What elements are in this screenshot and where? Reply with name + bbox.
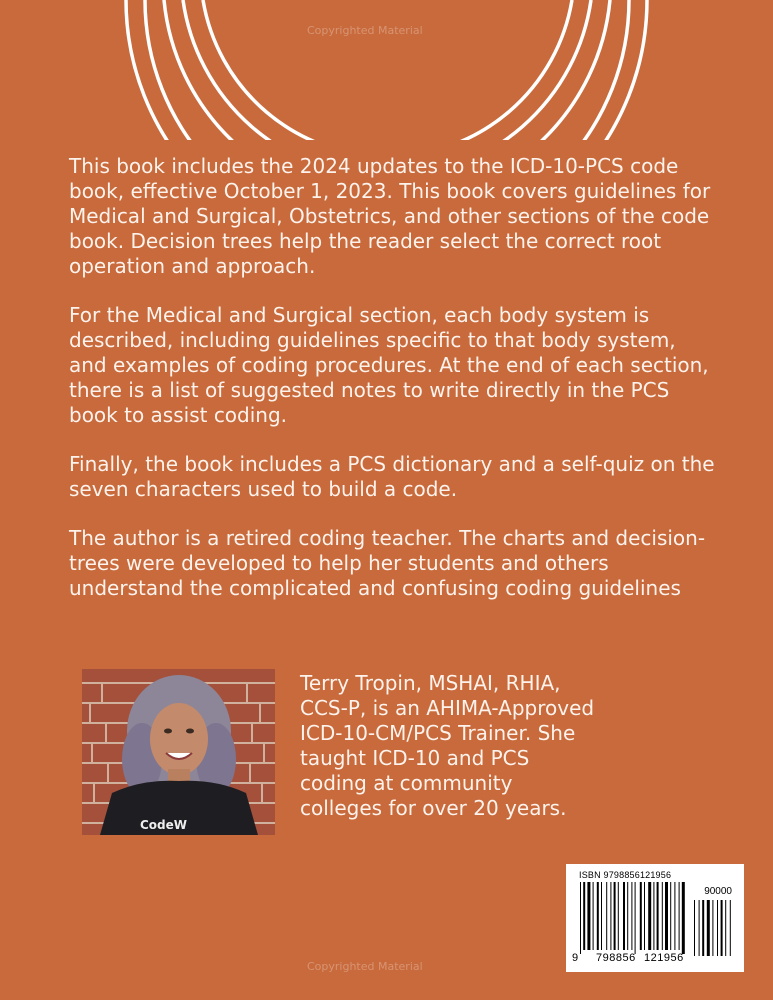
barcode-bar: [648, 882, 651, 950]
barcode-bar: [712, 900, 713, 956]
barcode-bar: [694, 900, 695, 956]
barcode-bar: [717, 900, 718, 956]
barcode-bar: [601, 882, 602, 950]
barcode-digits-left: 798856: [596, 952, 636, 964]
barcode-bar: [631, 882, 632, 950]
barcode-bar: [593, 882, 594, 950]
book-description: [69, 154, 719, 625]
decorative-arcs: [0, 0, 773, 140]
barcode-bar: [580, 882, 581, 954]
barcode-bar: [597, 882, 599, 950]
description-paragraph-4: The author is a retired coding teacher. The charts and decision-trees were developed to help her students and others understand the complicated and confusing coding guidelines: [69, 526, 706, 600]
barcode-bar: [679, 882, 680, 950]
barcode-bar: [670, 882, 671, 950]
barcode-bar: [583, 882, 585, 950]
barcode-bar: [682, 882, 685, 954]
arc-2: [145, 0, 629, 140]
barcode-bar: [665, 882, 668, 950]
arc-5: [203, 0, 572, 140]
barcode-bar: [587, 882, 590, 950]
barcode-bar: [606, 882, 607, 950]
svg-text:CodeW: CodeW: [140, 818, 188, 832]
barcode-bar: [623, 882, 625, 950]
isbn-label: ISBN 9798856121956: [579, 870, 672, 880]
barcode-bar: [725, 900, 726, 956]
barcode-bar: [644, 882, 645, 950]
watermark-bottom: Copyrighted Material: [307, 960, 423, 973]
author-photo: [82, 669, 275, 835]
barcode-bar: [707, 900, 710, 956]
barcode-bar: [721, 900, 723, 956]
description-paragraph-2: For the Medical and Surgical section, each body system is described, including guidelines specific to that body system, and examples of coding procedures. At the end of each section, there is a list of suggested notes to write directly in the PCS book to assist coding.: [69, 303, 709, 427]
author-portrait-image: [82, 669, 275, 835]
description-paragraph-1: This book includes the 2024 updates to the ICD-10-PCS code book, effective October 1, 2023. This book covers guidelines for Medical and Surgical, Obstetrics, and other sections of the code book. Decision trees help the reader select the correct root operation and approach.: [69, 154, 711, 278]
barcode-bar: [674, 882, 675, 950]
barcode-bar: [662, 882, 663, 950]
author-bio: Terry Tropin, MSHAI, RHIA, CCS-P, is an AHIMA-Approved ICD-10-CM/PCS Trainer. She taught ICD-10 and PCS coding at community colleges for over 20 years.: [300, 671, 595, 820]
barcode-bar: [635, 882, 636, 954]
barcode-bar: [702, 900, 704, 956]
arc-4: [183, 0, 591, 140]
barcode-digits-right: 121956: [644, 952, 684, 964]
barcode-bar: [610, 882, 611, 950]
watermark-top: Copyrighted Material: [307, 24, 423, 37]
barcode-bar: [618, 882, 619, 950]
isbn-barcode: [566, 864, 744, 972]
barcode-bar: [653, 882, 654, 950]
barcode-bar: [657, 882, 659, 950]
price-code: 90000: [704, 886, 732, 897]
barcode-bar: [730, 900, 731, 956]
barcode-digit-lead: 9: [572, 952, 579, 964]
barcode-bar: [627, 882, 628, 950]
barcode-bar: [699, 900, 700, 956]
description-paragraph-3: Finally, the book includes a PCS dictionary and a self-quiz on the seven characters used to build a code.: [69, 452, 715, 501]
barcode-bar: [640, 882, 642, 950]
barcode-bar: [614, 882, 616, 950]
